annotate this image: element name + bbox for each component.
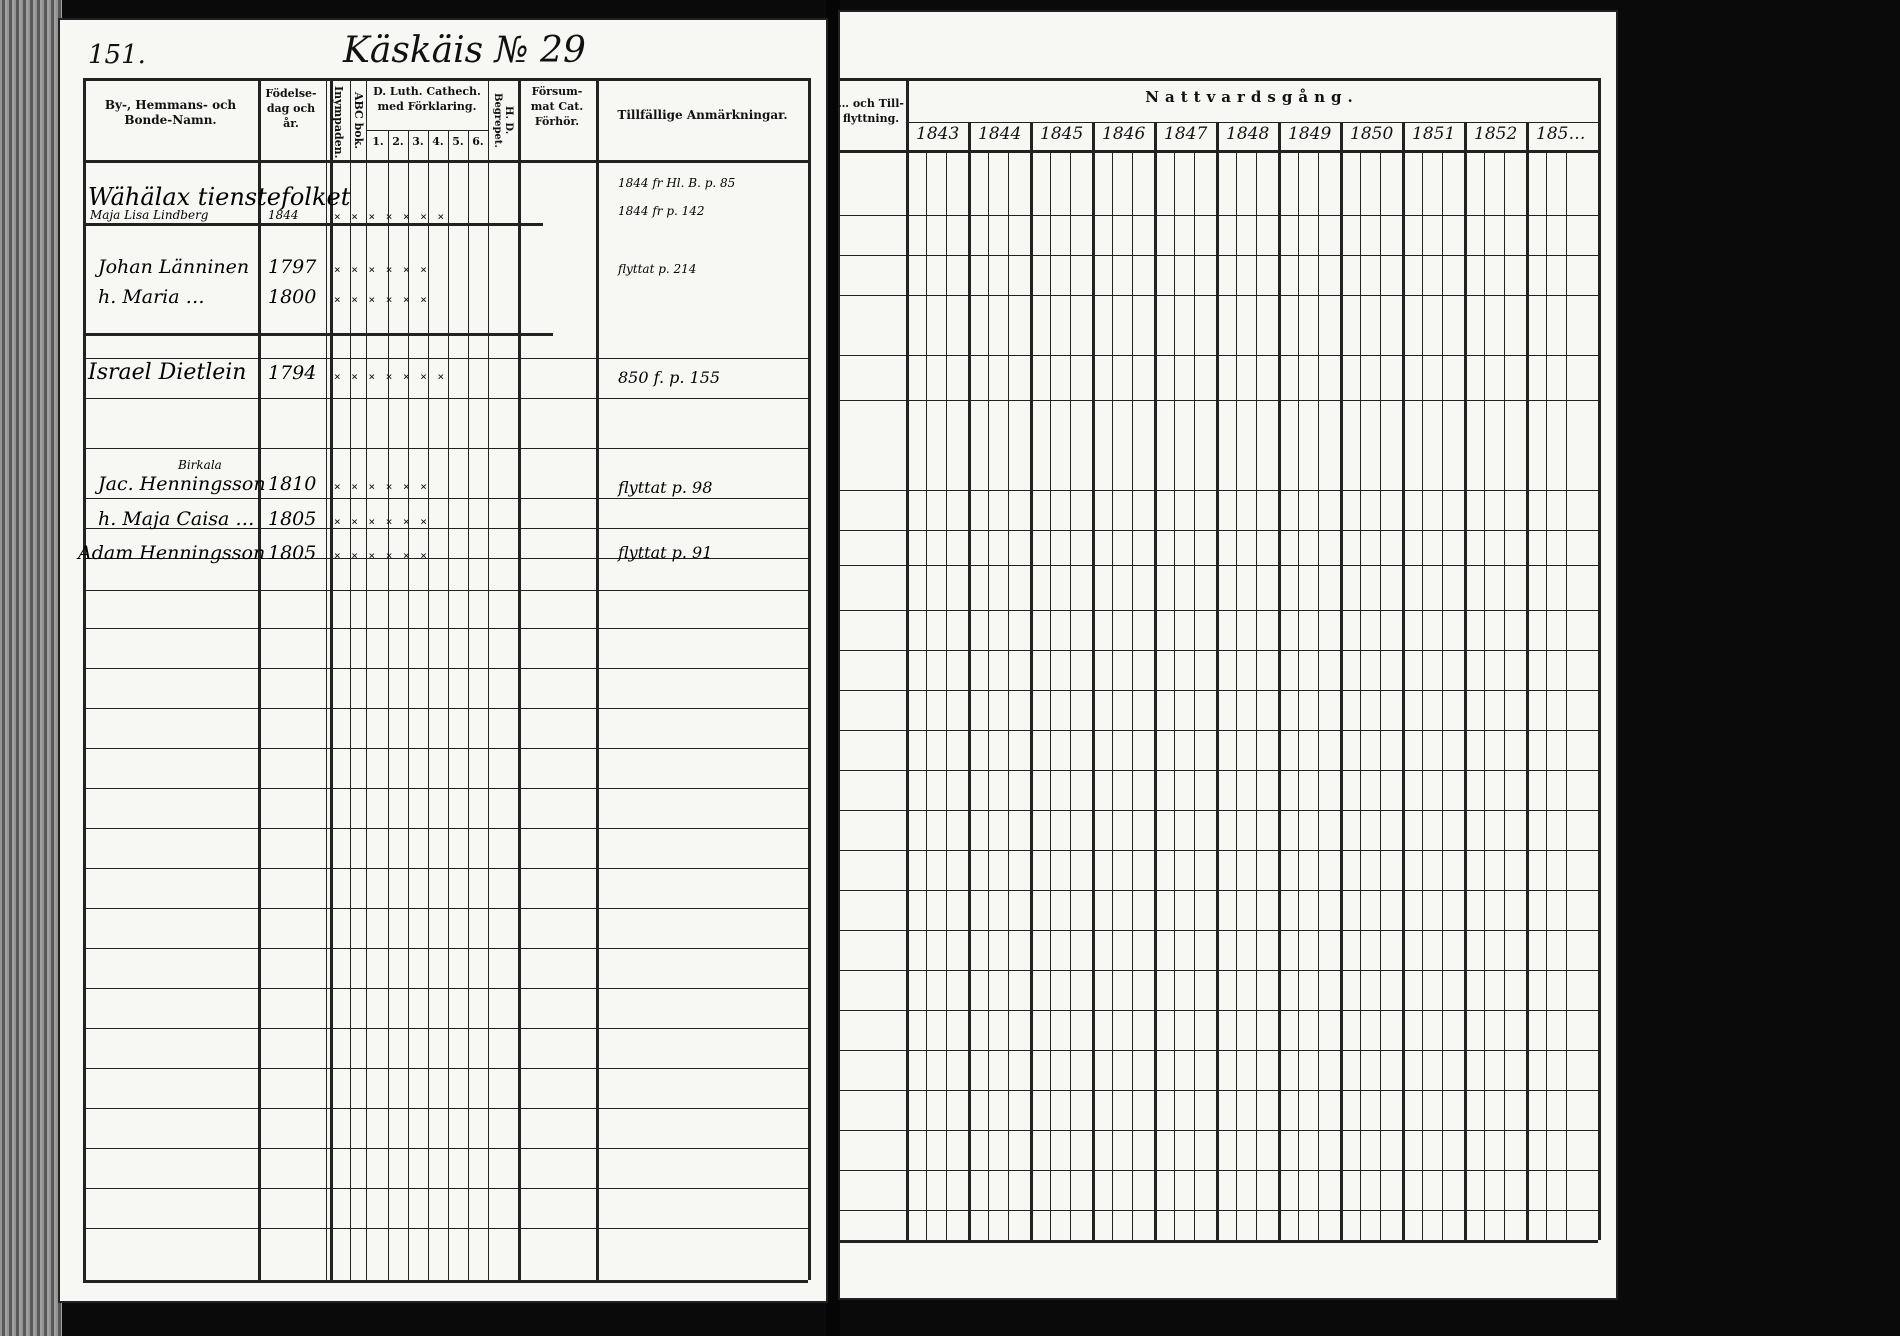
cat-col-5: 5. — [452, 135, 464, 148]
header-inoculation: Inympaden. — [332, 86, 345, 159]
year-label: 1845 — [1040, 124, 1084, 144]
header-catechism: D. Luth. Cathech. med Förklaring. — [373, 85, 481, 113]
entry-marks: × × × × × × × — [334, 370, 447, 383]
year-label: 1843 — [916, 124, 960, 144]
entry-remark: 1844 fr p. 142 — [618, 204, 705, 218]
entry-remark: 1844 fr Hl. B. p. 85 — [618, 176, 736, 190]
header-remarks: Tillfällige Anmärkningar. — [617, 108, 788, 122]
year-label: 1852 — [1474, 124, 1518, 144]
right-page — [838, 10, 1618, 1300]
header-birth: Födelse-dag och år. — [265, 87, 317, 130]
year-label: 1848 — [1226, 124, 1270, 144]
entry-remark: flyttat p. 98 — [618, 478, 713, 497]
header-missed: Försum-mat Cat. Förhör. — [530, 85, 584, 128]
annotation-birkala: Birkala — [178, 458, 222, 472]
cat-col-1: 1. — [372, 135, 384, 148]
entry-birth: 1810 — [268, 473, 317, 495]
entry-birth: 1797 — [268, 256, 317, 278]
year-label: 1847 — [1164, 124, 1208, 144]
year-label: 1849 — [1288, 124, 1332, 144]
year-label: 1850 — [1350, 124, 1394, 144]
year-label: 1846 — [1102, 124, 1146, 144]
entry-name: Maja Lisa Lindberg — [90, 208, 209, 222]
header-abc: ABC bok. — [352, 92, 365, 150]
year-label: 1851 — [1412, 124, 1456, 144]
entry-remark: flyttat p. 214 — [618, 262, 697, 276]
left-page — [58, 18, 828, 1303]
cat-col-4: 4. — [432, 135, 444, 148]
entry-birth: 1844 — [268, 208, 299, 222]
entry-remark: flyttat p. 91 — [618, 543, 713, 562]
page-number: 151. — [88, 40, 146, 70]
header-bible: H. D. Begrepet. — [492, 92, 514, 148]
header-communion: Nattvardsgång. — [1145, 88, 1359, 106]
cat-col-3: 3. — [412, 135, 424, 148]
entry-marks: × × × × × × × — [334, 210, 447, 223]
entry-name: h. Maria … — [98, 286, 205, 308]
header-names: By-, Hemmans- och Bonde-Namn. — [104, 98, 237, 127]
entry-birth: 1800 — [268, 286, 317, 308]
entry-birth: 1794 — [268, 362, 317, 384]
entry-name: h. Maja Caisa … — [98, 508, 255, 530]
farm-title: Käskäis № 29 — [343, 30, 586, 71]
year-label: 1844 — [978, 124, 1022, 144]
year-label: 185… — [1536, 124, 1586, 144]
entry-name: Israel Dietlein — [88, 360, 247, 385]
entry-marks: × × × × × × — [334, 293, 429, 306]
entry-name: Wähälax tienstefolket — [88, 183, 351, 211]
header-moving: … och Till-flyttning. — [838, 97, 904, 125]
cat-col-2: 2. — [392, 135, 404, 148]
entry-marks: × × × × × × — [334, 515, 429, 528]
entry-birth: 1805 — [268, 542, 317, 564]
entry-name: Adam Henningsson — [78, 542, 266, 564]
entry-marks: × × × × × × — [334, 263, 429, 276]
entry-birth: 1805 — [268, 508, 317, 530]
entry-name: Johan Länninen — [98, 256, 250, 278]
entry-marks: × × × × × × — [334, 549, 429, 562]
entry-name: Jac. Henningsson — [98, 473, 266, 495]
entry-marks: × × × × × × — [334, 480, 429, 493]
book-edge — [0, 0, 62, 1336]
cat-col-6: 6. — [472, 135, 484, 148]
entry-remark: 850 f. p. 155 — [618, 368, 721, 387]
